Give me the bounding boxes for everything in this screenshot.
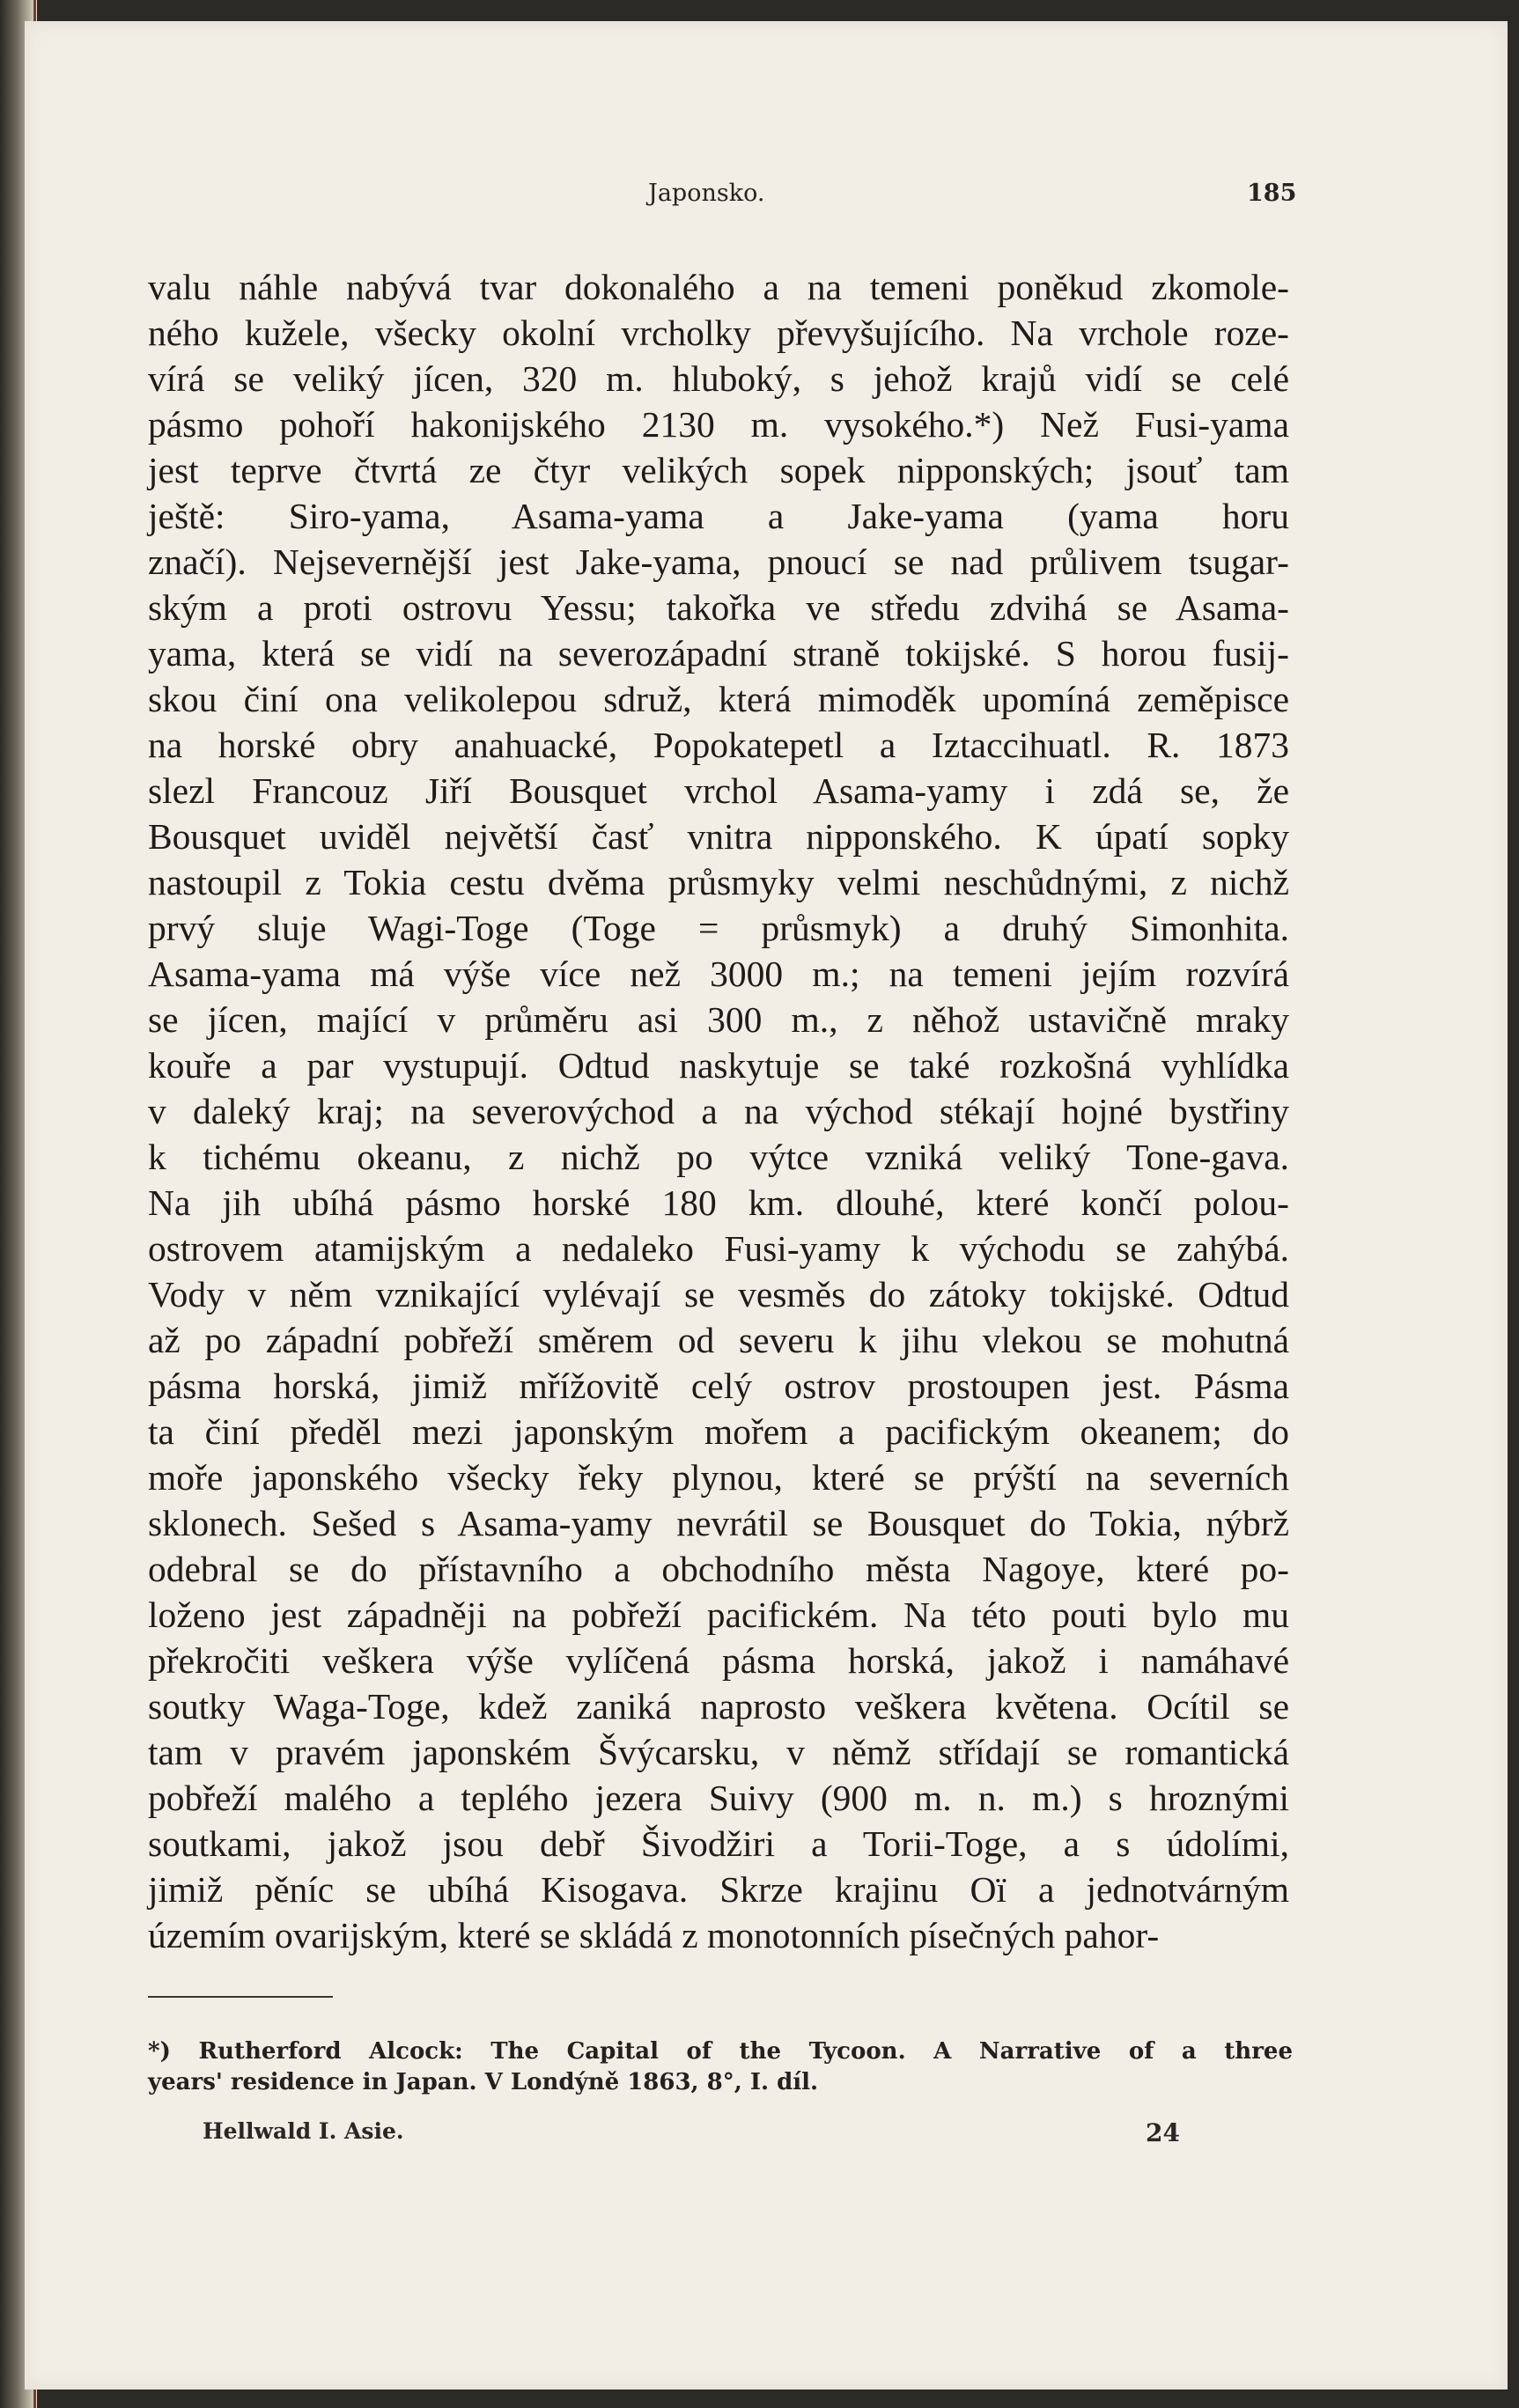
text-line: ostrovem atamijským a nedaleko Fusi-yamy k východu se zahýbá. [148, 1228, 1289, 1269]
text-line: se jícen, mající v průměru asi 300 m., z něhož ustavičně mraky [148, 999, 1289, 1040]
text-line: valu náhle nabývá tvar dokonalého a na temeni poněkud zkomole- [148, 267, 1289, 307]
text-line: yama, která se vidí na severozápadní straně tokijské. S horou fusij- [148, 633, 1289, 674]
text-line: sklonech. Sešed s Asama-yamy nevrátil se Bousquet do Tokia, nýbrž [148, 1503, 1289, 1543]
running-header [0, 180, 1519, 215]
text-line: ským a proti ostrovu Yessu; takořka ve středu zdvihá se Asama- [148, 587, 1289, 628]
text-line: skou činí ona velikolepou sdruž, která mimoděk upomíná zeměpisce [148, 679, 1289, 719]
text-line: jest teprve čtvrtá ze čtyr velikých sopek nipponských; jsouť tam [148, 450, 1289, 490]
text-line: tam v pravém japonském Švýcarsku, v němž střídají se romantická [148, 1732, 1289, 1772]
running-title: Japonsko. [648, 180, 765, 207]
footnote-line: years' residence in Japan. V Londýně 1863, 8°, I. díl. [148, 2069, 819, 2095]
footnote-separator [148, 1996, 333, 1998]
text-line: Asama-yama má výše více než 3000 m.; na temeni jejím rozvírá [148, 954, 1289, 994]
text-line: Bousquet uviděl největší časť vnitra nipponského. K úpatí sopky [148, 816, 1289, 857]
text-line: odebral se do přístavního a obchodního města Nagoye, které po- [148, 1549, 1289, 1589]
signature-mark: Hellwald I. Asie. [203, 2118, 404, 2144]
text-line: slezl Francouz Jiří Bousquet vrchol Asama-yamy i zdá se, že [148, 770, 1289, 811]
text-line: ta činí předěl mezi japonským mořem a pacifickým okeanem; do [148, 1411, 1289, 1452]
text-line: prvý sluje Wagi-Toge (Toge = průsmyk) a druhý Simonhita. [148, 908, 1289, 948]
signature-line [203, 2118, 1180, 2154]
text-line: Vody v něm vznikající vylévají se vesměs do zátoky tokijské. Odtud [148, 1274, 1289, 1314]
text-line: moře japonského všecky řeky plynou, které se prýští na severních [148, 1457, 1289, 1498]
text-line: k tichému okeanu, z nichž po výtce vzniká veliký Tone-gava. [148, 1137, 1289, 1177]
text-line: nastoupil z Tokia cestu dvěma průsmyky velmi neschůdnými, z nichž [148, 862, 1289, 902]
text-line: pobřeží malého a teplého jezera Suivy (900 m. n. m.) s hroznými [148, 1778, 1289, 1818]
text-line: jimiž pěníc se ubíhá Kisogava. Skrze krajinu Oï a jednotvárným [148, 1869, 1289, 1910]
page-number: 185 [1247, 180, 1297, 207]
text-line: územím ovarijským, které se skládá z monotonních písečných pahor- [148, 1915, 1160, 1955]
text-line: na horské obry anahuacké, Popokatepetl a Iztaccihuatl. R. 1873 [148, 725, 1289, 765]
text-line: značí). Nejsevernější jest Jake-yama, pnoucí se nad průlivem tsugar- [148, 541, 1289, 582]
text-line: pásmo pohoří hakonijského 2130 m. vysokého.*) Než Fusi-yama [148, 404, 1289, 445]
text-line: kouře a par vystupují. Odtud naskytuje se také rozkošná vyhlídka [148, 1045, 1289, 1086]
text-line: překročiti veškera výše vylíčená pásma horská, jakož i namáhavé [148, 1640, 1289, 1681]
text-line: až po západní pobřeží směrem od severu k jihu vlekou se mohutná [148, 1320, 1289, 1360]
text-line: soutkami, jakož jsou debř Šivodžiri a Torii-Toge, a s údolími, [148, 1823, 1289, 1864]
text-line: Na jih ubíhá pásmo horské 180 km. dlouhé, které končí polou- [148, 1182, 1289, 1223]
text-line: vírá se veliký jícen, 320 m. hluboký, s jehož krajů vidí se celé [148, 358, 1289, 399]
text-line: loženo jest západněji na pobřeží pacifickém. Na této pouti bylo mu [148, 1594, 1289, 1635]
main-text [148, 264, 1289, 1958]
text-line: pásma horská, jimiž mřížovitě celý ostrov prostoupen jest. Pásma [148, 1366, 1289, 1406]
footnote-line: *) Rutherford Alcock: The Capital of the Tycoon. A Narrative of a three [148, 2038, 1293, 2065]
footnote [148, 2036, 1293, 2098]
signature-number: 24 [1146, 2118, 1180, 2147]
text-line: v daleký kraj; na severovýchod a na východ stékají hojné bystřiny [148, 1091, 1289, 1131]
text-line: ještě: Siro-yama, Asama-yama a Jake-yama (yama horu [148, 496, 1289, 536]
text-line: ného kužele, všecky okolní vrcholky převyšujícího. Na vrchole roze- [148, 313, 1289, 353]
text-line: soutky Waga-Toge, kdež zaniká naprosto veškera květena. Ocítil se [148, 1686, 1289, 1727]
